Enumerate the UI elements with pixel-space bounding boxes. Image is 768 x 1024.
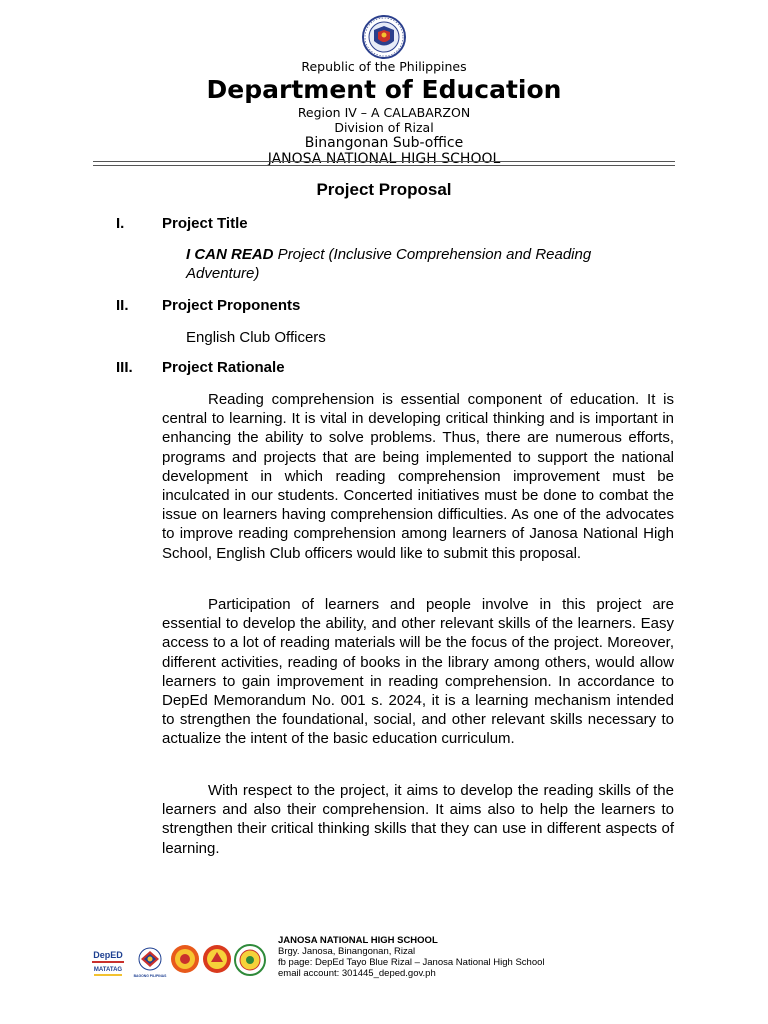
footer-contact — [278, 935, 545, 979]
header-divider-bottom — [93, 165, 675, 166]
project-title-text — [186, 245, 666, 283]
section-3-title: Project Rationale — [162, 359, 285, 376]
rationale-paragraph-2: Participation of learners and people involve in this project are essential to develop the ability, and other relevant skills of the learners. Easy access to a lot of reading materials will be the focus of the project. Moreover, different activities, reading of books in the library among others, would allow learners to gain improvement in reading comprehension. In accordance to DepEd Memorandum No. 001 s. 2024, it is a learning mechanism intended to strengthen the foundational, social, and other relevant skills necessary to actualize the intent of the basic education curriculum. — [162, 596, 674, 748]
section-2-number: II. — [116, 297, 129, 314]
letterhead — [0, 14, 768, 167]
section-1-title: Project Title — [162, 215, 248, 232]
document-title: Project Proposal — [316, 180, 452, 199]
deped-logo-text: DepED — [93, 950, 123, 960]
school-seal-3-logo — [234, 944, 266, 976]
bagong-pilipinas-logo-text: BAGONG PILIPINAS — [133, 974, 167, 978]
project-title-bold: I CAN READ — [186, 246, 274, 263]
bagong-pilipinas-logo — [132, 944, 168, 980]
suboffice-label: Binangonan Sub-office — [304, 135, 464, 151]
school-label: JANOSA NATIONAL HIGH SCHOOL — [267, 151, 501, 167]
school-seal-1-logo — [170, 944, 200, 974]
matatag-logo-text: MATATAG — [93, 967, 123, 973]
section-1-number: I. — [116, 215, 125, 232]
section-2-title: Project Proponents — [162, 297, 301, 314]
region-label: Region IV – A CALABARZON — [297, 105, 471, 120]
rationale-paragraph-1: Reading comprehension is essential component of education. It is central to learning. It is vital in developing critical thinking and is important in enhancing the ability to solve problems. Thus, there are numerous efforts, programs and projects that are being implemented to support the national development in which reading comprehension improvement must be inculcated in our students. Concerted initiatives must be done to combat the issue on learners having comprehension difficulties. As one of the advocates to improve reading comprehension among learners of Janosa National High School, English Club officers would like to submit this proposal. — [162, 391, 674, 562]
rationale-paragraph-3: With respect to the project, it aims to develop the reading skills of the learners and also their comprehension. It aims also to help the learners to strengthen their critical thinking skills that they can use in different aspects of learning. — [162, 782, 674, 857]
republic-label: Republic of the Philippines — [301, 59, 467, 74]
header-divider-top — [93, 161, 675, 162]
deped-seal-logo — [352, 14, 416, 60]
project-proponents-text: English Club Officers — [186, 329, 326, 346]
footer-logos — [90, 944, 270, 980]
footer-fb-page: fb page: DepEd Tayo Blue Rizal – Janosa National High School — [278, 957, 545, 968]
school-seal-2-logo — [202, 944, 232, 974]
footer-email: email account: 301445_deped.gov.ph — [278, 968, 436, 979]
division-label: Division of Rizal — [334, 120, 434, 135]
deped-matatag-logo — [90, 944, 126, 980]
footer-address: Brgy. Janosa, Binangonan, Rizal — [278, 946, 416, 957]
project-title-rest: Project (Inclusive Comprehension and Reading Adventure) — [186, 246, 592, 282]
footer-school-name: JANOSA NATIONAL HIGH SCHOOL — [278, 935, 438, 946]
department-name: Department of Education — [206, 75, 562, 104]
section-3-number: III. — [116, 359, 133, 376]
